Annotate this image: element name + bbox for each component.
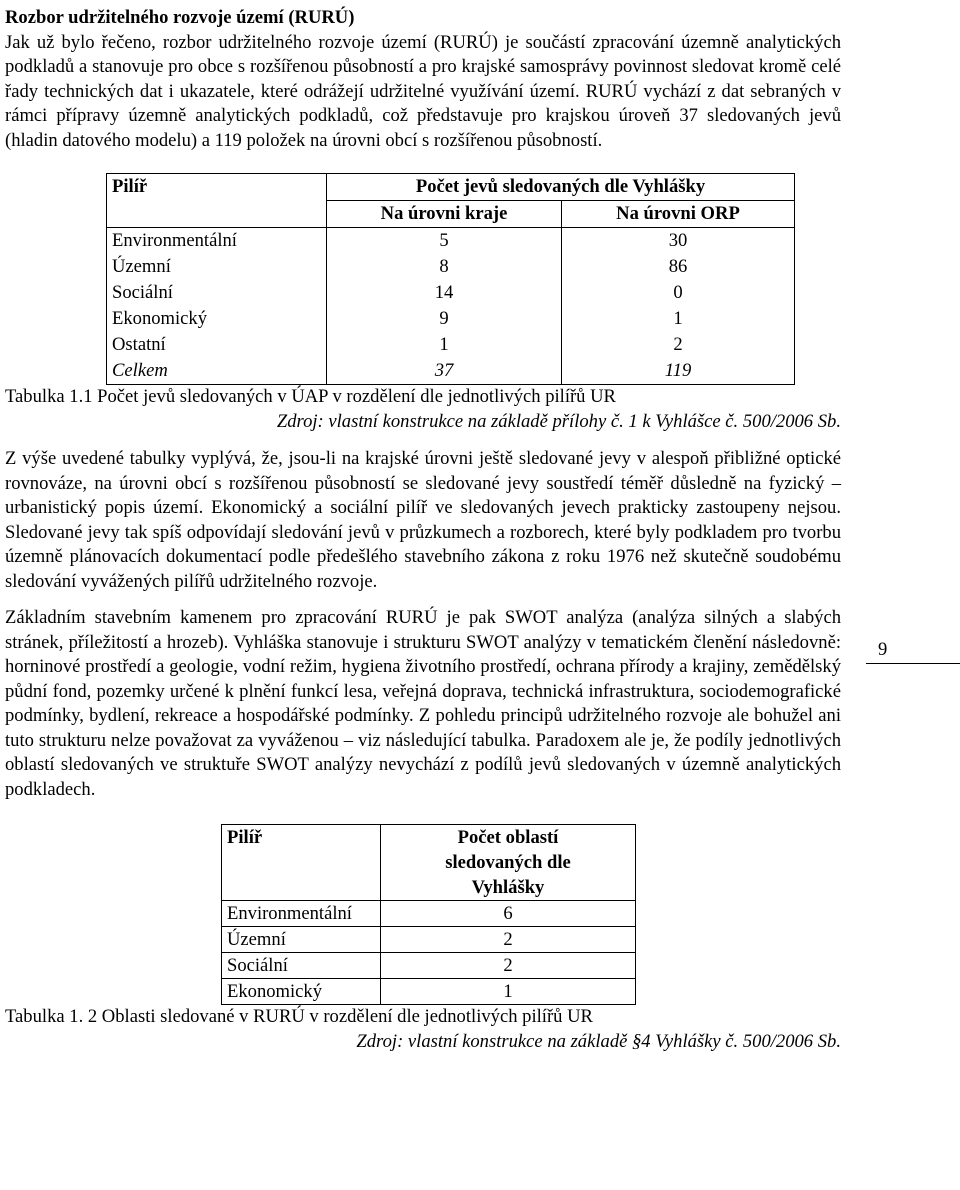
table1-cell-orp: 2 [562, 332, 795, 358]
table2-caption: Tabulka 1. 2 Oblasti sledované v RURÚ v rozdělení dle jednotlivých pilířů UR [5, 1006, 593, 1027]
table-row [107, 228, 795, 255]
table1-cell-region: 5 [327, 228, 562, 255]
table1-cell-orp: 1 [562, 306, 795, 332]
table1-cell-region: 14 [327, 280, 562, 306]
table2-cell-count: 2 [381, 953, 636, 979]
table1-header-region: Na úrovni kraje [327, 201, 562, 228]
table2-header-count-line2: sledovaných dle [445, 852, 571, 873]
table2-cell-count: 6 [381, 901, 636, 927]
table2-header-count [381, 825, 636, 901]
table-row [222, 901, 636, 927]
page-number: 9 [878, 639, 888, 660]
table2-cell-pillar: Územní [222, 927, 381, 953]
table1-cell-pillar: Environmentální [107, 228, 327, 255]
table1-header-orp: Na úrovni ORP [562, 201, 795, 228]
intro-paragraph: Jak už bylo řečeno, rozbor udržitelného rozvoje území (RURÚ) je součástí zpracování územně analytických podkladů a stanovuje pro obce s rozšířenou působností a pro krajské samosprávy povinnost sledovat kromě celé řady technických dat i ukazatele, které odrážejí udržitelné využívání území. RURÚ vychází z dat sebraných v rámci přípravy územně analytických podkladů, což představuje pro krajskou úroveň 37 sledovaných jevů (hladin datového modelu) a 119 položek na úrovni obcí s rozšířenou působností. [5, 31, 841, 151]
table1-header-count: Počet jevů sledovaných dle Vyhlášky [327, 174, 795, 201]
table1-cell-region: 1 [327, 332, 562, 358]
table2-cell-count: 1 [381, 979, 636, 1005]
table2-cell-pillar: Environmentální [222, 901, 381, 927]
table1-source: Zdroj: vlastní konstrukce na základě přílohy č. 1 k Vyhlášce č. 500/2006 Sb. [276, 410, 841, 432]
section-heading: Rozbor udržitelného rozvoje území (RURÚ) [5, 7, 355, 28]
table2-cell-pillar: Ekonomický [222, 979, 381, 1005]
table1-cell-region: 8 [327, 254, 562, 280]
table2-cell-pillar: Sociální [222, 953, 381, 979]
table1-total-label: Celkem [107, 358, 327, 385]
table1-caption: Tabulka 1.1 Počet jevů sledovaných v ÚAP v rozdělení dle jednotlivých pilířů UR [5, 386, 616, 407]
table1-total-region: 37 [327, 358, 562, 385]
table-row [107, 254, 795, 280]
table2-source: Zdroj: vlastní konstrukce na základě §4 Vyhlášky č. 500/2006 Sb. [356, 1030, 841, 1052]
swot-paragraph: Základním stavebním kamenem pro zpracování RURÚ je pak SWOT analýza (analýza silných a slabých stránek, příležitostí a hrozeb). Vyhláška stanovuje i strukturu SWOT analýzy v tematickém členění následovně: horninové prostředí a geologie, vodní režim, hygiena životního prostředí, ochrana přírody a krajiny, zemědělský půdní fond, pozemky určené k plnění funkcí lesa, veřejná doprava, technická infrastruktura, sociodemografické podmínky, bydlení, rekreace a hospodářské podmínky. Z pohledu principů udržitelného rozvoje ale bohužel ani tuto strukturu nelze považovat za vyváženou – viz následující tabulka. Paradoxem ale je, že podíly jednotlivých oblastí sledovaných ve struktuře SWOT analýzy nevychází z podílů jevů sledovaných v územně analytických podkladech. [5, 607, 841, 800]
table-swot-areas-by-pillar [221, 824, 636, 1005]
table-row [222, 953, 636, 979]
table1-cell-orp: 30 [562, 228, 795, 255]
table1-cell-orp: 86 [562, 254, 795, 280]
table2-cell-count: 2 [381, 927, 636, 953]
table-row [107, 306, 795, 332]
table1-cell-pillar: Sociální [107, 280, 327, 306]
analysis-paragraph: Z výše uvedené tabulky vyplývá, že, jsou-li na krajské úrovni ještě sledované jevy v alespoň přibližné optické rovnováze, na úrovni obcí s rozšířenou působností se sledované jevy soustředí téměř důsledně na fyzický – urbanistický popis území. Ekonomický a sociální pilíř ve sledovaných jevech prakticky zastoupeny nejsou. Sledované jevy tak spíš odpovídají sledování jevů v průzkumech a rozborech, které byly podkladem pro tvorbu územně plánovacích dokumentací podle předešlého stavebního zákona z roku 1976 než skutečně soudobému sledování vyvážených pilířů udržitelného rozvoje. [5, 448, 841, 592]
table-row [222, 927, 636, 953]
table1-cell-pillar: Územní [107, 254, 327, 280]
table1-cell-pillar: Ostatní [107, 332, 327, 358]
table-row-total [107, 358, 795, 385]
table1-cell-region: 9 [327, 306, 562, 332]
table-row [107, 332, 795, 358]
table1-header-pillar: Pilíř [107, 174, 327, 201]
table-row [222, 979, 636, 1005]
table-phenomena-by-pillar [106, 173, 795, 385]
table1-cell-pillar: Ekonomický [107, 306, 327, 332]
table-row [107, 280, 795, 306]
table1-header-empty [107, 201, 327, 228]
table2-header-count-line1: Počet oblastí [457, 827, 559, 848]
table2-header-pillar: Pilíř [222, 825, 381, 901]
page-number-rule [866, 663, 960, 664]
table1-total-orp: 119 [562, 358, 795, 385]
table2-header-count-line3: Vyhlášky [471, 877, 545, 898]
document-page [5, 6, 841, 1054]
table1-cell-orp: 0 [562, 280, 795, 306]
